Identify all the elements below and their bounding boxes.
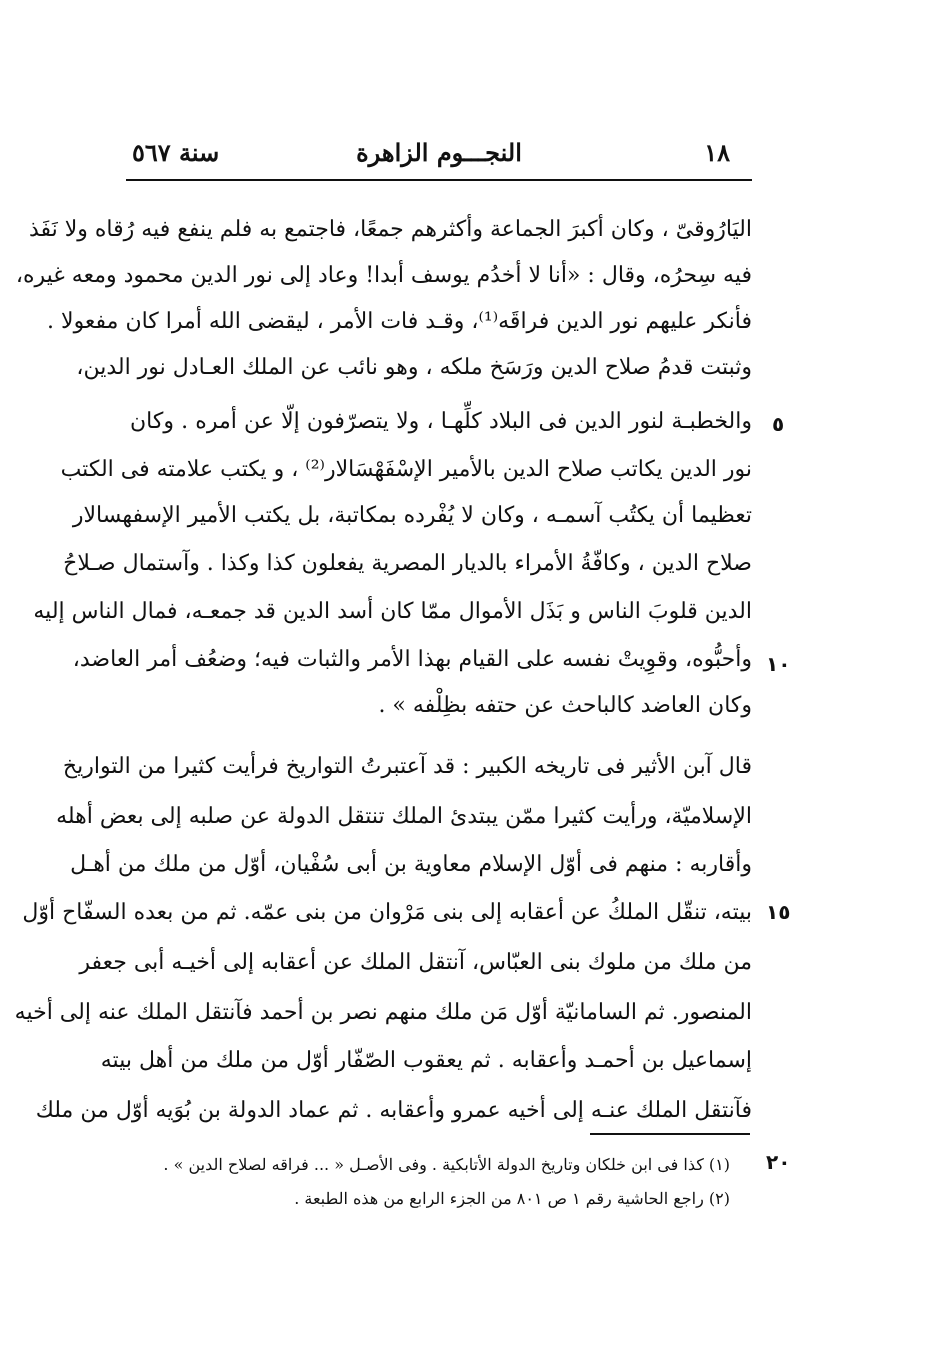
text-line: فيه سِحرُه، وقال : «أنا لا أخدُم يوسف أبدا! وعاد إلى نور الدين محمود ومعه غيره، — [15, 263, 752, 288]
line-marker-15: ١٥ — [766, 900, 791, 924]
running-title: النجـــوم الزاهرة — [356, 138, 522, 167]
text-line: وأحبُّوه، وقوِيتْ نفسه على القيام بهذا الأمر والثبات فيه؛ وضعُف أمر العاضد، — [72, 647, 752, 672]
line-marker-10: ١٠ — [766, 652, 791, 676]
text-line: قال آبن الأثير فى تاريخه الكبير : قد آعتبرتُ التواريخ فرأيت كثيرا من التواريخ — [62, 754, 752, 779]
text-line: والخطبـة لنور الدين فى البلاد كلِّهـا ، ولا يتصرّفون إلّا عن أمره . وكان — [130, 409, 752, 434]
text-line: المنصور. ثم السامانيّة أوّل مَن ملك منهم نصر بن أحمد فآنتقل الملك عنه إلى أخيه — [14, 1000, 752, 1025]
text-line: وأقاربه : منهم فى أوّل الإسلام معاوية بن أبى سُفْيان، أوّل من ملك من أهـل — [70, 852, 752, 877]
footnote-1: (١) كذا فى ابن خلكان وتاريخ الدولة الأتابكية . وفى الأصـل « ... فراقه لصلاح الدين » . — [163, 1155, 730, 1174]
footnote-2: (٢) راجع الحاشية رقم ١ ص ٨٠١ من الجزء الرابع من هذه الطبعة . — [294, 1189, 730, 1208]
page-number: ١٨ — [704, 138, 730, 167]
text-line: من ملك من ملوك بنى العبّاس، آنتقل الملك عن أعقابه إلى أخيـه أبى جعفر — [79, 950, 752, 975]
text-line: وكان العاضد كالباحث عن حتفه بظِلْفه » . — [378, 693, 752, 718]
year-label: سنة ٥٦٧ — [132, 138, 220, 167]
footnote-rule — [590, 1133, 750, 1135]
text-line: الدين قلوبَ الناس و بَذَل الأموال ممّا كان أسد الدين قد جمعـه، فمال الناس إليه — [33, 599, 752, 624]
line-marker-20: ٢٠ — [766, 1150, 791, 1174]
text-line: فآنتقل الملك عنـه إلى أخيه عمرو وأعقابه . ثم عماد الدولة بن بُوَيه أوّل من ملك — [35, 1098, 752, 1123]
text-line: اليَارُوقىّ ، وكان أكبرَ الجماعة وأكثرهم جمعًا، فاجتمع به فلم ينفع فيه رُقاه ولا نَفَذ — [28, 217, 752, 242]
text-line: نور الدين يكاتب صلاح الدين بالأمير الإسْفَهْسَالار⁽²⁾ ، و يكتب علامته فى الكتب — [60, 457, 752, 482]
page-header — [126, 138, 752, 174]
text-line: إسماعيل بن أحمـد وأعقابه . ثم يعقوب الصّفّار أوّل من ملك من أهل بيته — [100, 1048, 752, 1073]
text-line: صلاح الدين ، وكافّةُ الأمراء بالديار المصرية يفعلون كذا وكذا . وآستمال صـلاحُ — [63, 551, 752, 576]
text-line: وثبتت قدمُ صلاح الدين ورَسَخ ملكه ، وهو نائب عن الملك العـادل نور الدين، — [76, 355, 752, 380]
text-line: فأنكر عليهم نور الدين فراقَه⁽¹⁾، وقـد فات الأمر ، ليقضى الله أمرا كان مفعولا . — [47, 309, 752, 334]
text-line: بيته، تنقّل الملكُ عن أعقابه إلى بنى مَرْوان من بنى عمّه. ثم من بعده السفّاح أوّل — [22, 900, 752, 925]
text-line: تعظيما أن يكتُب آسمـه ، وكان لا يُفْرده بمكاتبة، بل يكتب الأمير الإسفهسالار — [72, 503, 752, 528]
line-marker-5: ٥ — [772, 412, 785, 436]
text-line: الإسلاميّة، ورأيت كثيرا ممّن يبتدئ الملك تنتقل الدولة عن صلبه إلى بعض أهله — [56, 804, 752, 829]
header-rule — [126, 179, 752, 181]
